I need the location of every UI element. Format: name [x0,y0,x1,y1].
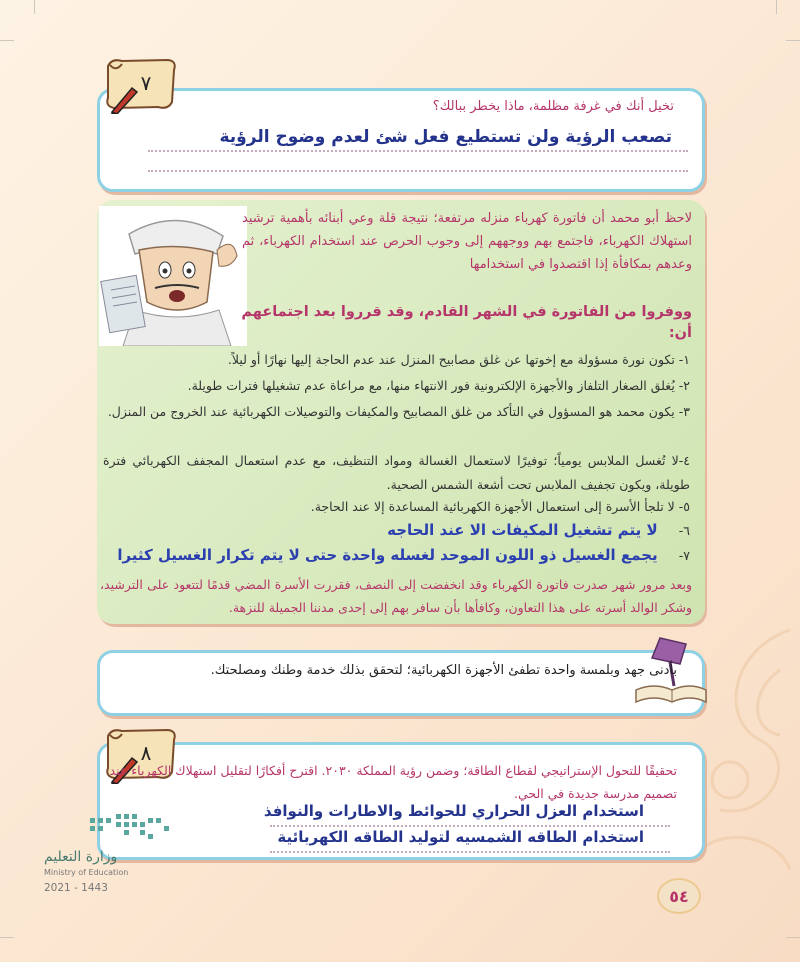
crop-mark [786,937,800,938]
ministry-name-en: Ministry of Education [44,868,129,877]
activity-7-question: تخيل أنك في غرفة مظلمة، ماذا يخطر ببالك؟ [432,99,674,114]
worried-man-illustration [99,206,247,346]
activity-8-answer-2: استخدام الطاقه الشمسيه لتوليد الطاقه الكهربائية [277,828,644,846]
tip-text: بأدنى جهد وبلمسة واحدة تطفئ الأجهزة الكهربائية؛ لتحقق بذلك خدمة وطنك ومصلحتك. [210,663,677,678]
story-item-6 [387,520,690,539]
story-decision: ووفروا من الفاتورة في الشهر القادم، وقد قرروا بعد اجتماعهم [241,304,692,320]
story-item-1: ١- تكون نورة مسؤولة مع إخوتها عن غلق مصابيح المنزل عند عدم الحاجة إليها نهارًا أو ليلاً. [227,352,690,367]
ministry-name-ar: وزارة التعليم [44,849,118,865]
activity-8-question: تحقيقًا للتحول الإستراتيجي لقطاع الطاقة؛ وضمن رؤية المملكة ٢٠٣٠. اقترح أفكارًا لتقليل استهلاك الكهرباء عند تصميم مدرسة جديدة في الحي. [109,763,677,801]
crop-mark [786,40,800,41]
story-answer-6: لا يتم تشغيل المكيفات الا عند الحاجه [387,521,658,539]
ministry-year: 2021 - 1443 [44,882,108,894]
crop-mark [0,40,14,41]
ministry-logo [86,808,176,848]
crop-mark [34,0,35,14]
scroll-pencil-icon [102,52,180,114]
activity-7-number: ٧ [140,71,152,95]
story-closing: وبعد مرور شهر صدرت فاتورة الكهرباء وقد انخفضت إلى النصف، فقررت الأسرة المضي قدمًا لتتعود على الترشيد، وشكر الوالد أسرته على هذا التعاون، وكافأها بأن سافر بهم إلى إحدى مدننا الجميلة للنزهة. [100,577,692,616]
crop-mark [0,937,14,938]
story-item-4: ٤-لا تُغسل الملابس يومياً؛ توفيرًا لاستعمال الغسالة ومواد التنظيف، مع عدم استعمال المجفف الكهربائي فترة طويلة، ويكون تجفيف الملابس تحت أشعة الشمس الصحية. [103,453,690,492]
story-decision-cont: أن: [668,325,692,341]
item-7-number: ٧- [678,548,690,563]
answer-line [270,851,670,853]
page-number: ٥٤ [657,878,701,914]
answer-line [148,170,688,172]
activity-7-answer: تصعب الرؤية ولن تستطيع فعل شئ لعدم وضوح الرؤية [219,127,672,147]
story-item-3: ٣- يكون محمد هو المسؤول في التأكد من غلق المصابيح والمكيفات والتوصيلات الكهربائية عند الخروج من المنزل. [107,404,690,419]
item-6-number: ٦- [678,523,690,538]
story-item-2: ٢- يُغلق الصغار التلفاز والأجهزة الإلكترونية فور الانتهاء منها، مع مراعاة عدم تشغيلها فترات طويلة. [187,378,690,393]
story-item-7 [117,545,690,564]
story-intro: لاحظ أبو محمد أن فاتورة كهرباء منزله مرتفعة؛ نتيجة قلة وعي أبنائه بأهمية ترشيد استهلاك الكهرباء، فاجتمع بهم ووجههم إلى وجوب الحرص عند استخدام الكهرباء، ثم وعدهم بمكافأة إذا اقتصدوا في استخدامها [242,211,692,272]
answer-line [148,150,688,152]
story-item-5: ٥- لا تلجأ الأسرة إلى استعمال الأجهزة الكهربائية المساعدة إلا عند الحاجة. [310,499,690,514]
activity-8-answer-1: استخدام العزل الحراري للحوائط والاطارات والنوافذ [263,802,644,820]
crop-mark [776,0,777,14]
activity-8-number: ٨ [140,741,152,765]
answer-line [270,825,670,827]
story-answer-7: يجمع الغسيل ذو اللون الموحد لغسله واحدة حتى لا يتم تكرار الغسيل كثيرا [117,546,658,564]
